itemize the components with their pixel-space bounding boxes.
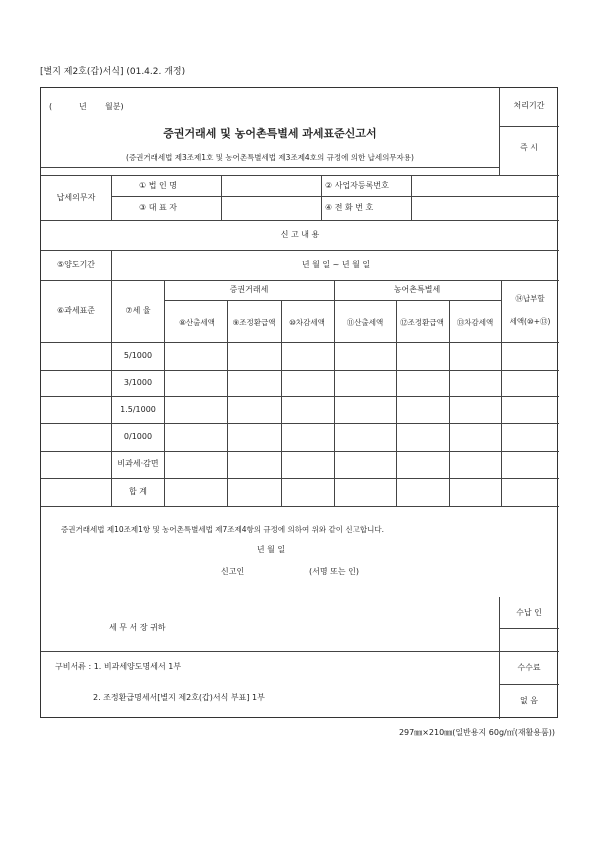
period-year: 년 [79, 102, 87, 111]
declaration-statement: 증권거래세법 제10조제1항 및 농어촌특별세법 제7조제4항의 규정에 의하여 위와 같이 신고합니다. [61, 525, 385, 534]
col-tax-base: ⑥과세표준 [56, 306, 96, 315]
divider [41, 451, 559, 452]
col-stt-adj: ⑨조정환급액 [232, 318, 276, 327]
period-prefix: ( [49, 102, 53, 111]
divider [221, 175, 222, 220]
col-payable-2: 세액(⑩+⑬) [509, 317, 551, 326]
divider [111, 250, 112, 506]
divider [41, 220, 559, 221]
divider [111, 175, 112, 220]
rate-row: 비과세·감면 [117, 459, 159, 468]
addressee: 세 무 서 장 귀하 [109, 623, 166, 632]
processing-value: 즉 시 [520, 143, 538, 152]
divider [41, 175, 559, 176]
transfer-period-label: ⑤양도기간 [56, 260, 96, 269]
group-rural-tax: 농어촌특별세 [393, 285, 441, 294]
divider [499, 88, 500, 175]
col-rst-diff: ⑬차감세액 [456, 318, 494, 327]
form-title: 증권거래세 및 농어촌특별세 과세표준신고서 [163, 127, 377, 140]
attachment-1: 구비서류 : 1. 비과세양도명세서 1부 [55, 662, 182, 671]
group-securities-tax: 증권거래세 [229, 285, 269, 294]
divider [227, 300, 228, 506]
divider [41, 280, 559, 281]
signature-note: (서명 또는 인) [309, 567, 359, 576]
tax-report-form [40, 87, 558, 718]
divider [281, 300, 282, 506]
rate-row: 5/1000 [123, 351, 153, 360]
divider [499, 684, 559, 685]
report-section-title: 신 고 내 용 [280, 230, 320, 239]
taxpayer-label: 납세의무자 [56, 193, 96, 202]
divider [111, 196, 559, 197]
divider [321, 175, 322, 220]
col-stt-diff: ⑩차감세액 [289, 318, 325, 327]
divider [41, 396, 559, 397]
col-rst-calc: ⑪산출세액 [346, 318, 384, 327]
company-name-label: ① 법 인 명 [139, 181, 177, 190]
paper-spec: 297㎜×210㎜(일반용지 60g/㎡(재활용품)) [398, 728, 555, 737]
divider [41, 506, 559, 507]
rate-row: 0/1000 [123, 432, 153, 441]
transfer-period-value: 년 월 일 ~ 년 월 일 [301, 260, 371, 269]
divider [164, 280, 165, 506]
divider [334, 280, 335, 506]
divider [41, 342, 559, 343]
processing-label: 처리기간 [513, 101, 545, 110]
divider [411, 175, 412, 220]
rate-row: 1.5/1000 [120, 405, 156, 414]
col-tax-rate: ⑦세 율 [125, 306, 151, 315]
declaration-date: 년 월 일 [256, 545, 286, 554]
divider [41, 651, 559, 652]
total-row: 합 계 [129, 487, 147, 496]
divider [41, 478, 559, 479]
form-subtitle: (증권거래세법 제3조제1호 및 농어촌특별세법 제3조제4호의 규정에 의한 납세의무자용) [126, 153, 414, 162]
divider [41, 423, 559, 424]
period-half: 월분) [105, 102, 124, 111]
business-number-label: ② 사업자등록번호 [325, 181, 389, 190]
divider [41, 167, 499, 168]
divider [396, 300, 397, 506]
rate-row: 3/1000 [123, 378, 153, 387]
reporter-label: 신고인 [221, 567, 245, 576]
phone-label: ④ 전 화 번 호 [325, 203, 374, 212]
divider [41, 250, 559, 251]
form-number-label: [별지 제2호(갑)서식] (01.4.2. 개정) [40, 67, 186, 77]
divider [164, 300, 501, 301]
col-stt-calc: ⑧산출세액 [179, 318, 215, 327]
divider [501, 280, 502, 506]
divider [499, 126, 559, 127]
fee-value: 없 음 [520, 696, 538, 705]
col-payable-1: ⑭납부할 [515, 294, 545, 303]
divider [449, 300, 450, 506]
divider [41, 370, 559, 371]
receipt-stamp-label: 수납 인 [516, 608, 542, 617]
representative-label: ③ 대 표 자 [139, 203, 177, 212]
fee-label: 수수료 [517, 663, 541, 672]
attachment-2: 2. 조정환급명세서[별지 제2호(갑)서식 부표] 1부 [93, 693, 265, 702]
col-rst-adj: ⑫조정환급액 [400, 318, 444, 327]
divider [499, 597, 500, 719]
divider [499, 628, 559, 629]
